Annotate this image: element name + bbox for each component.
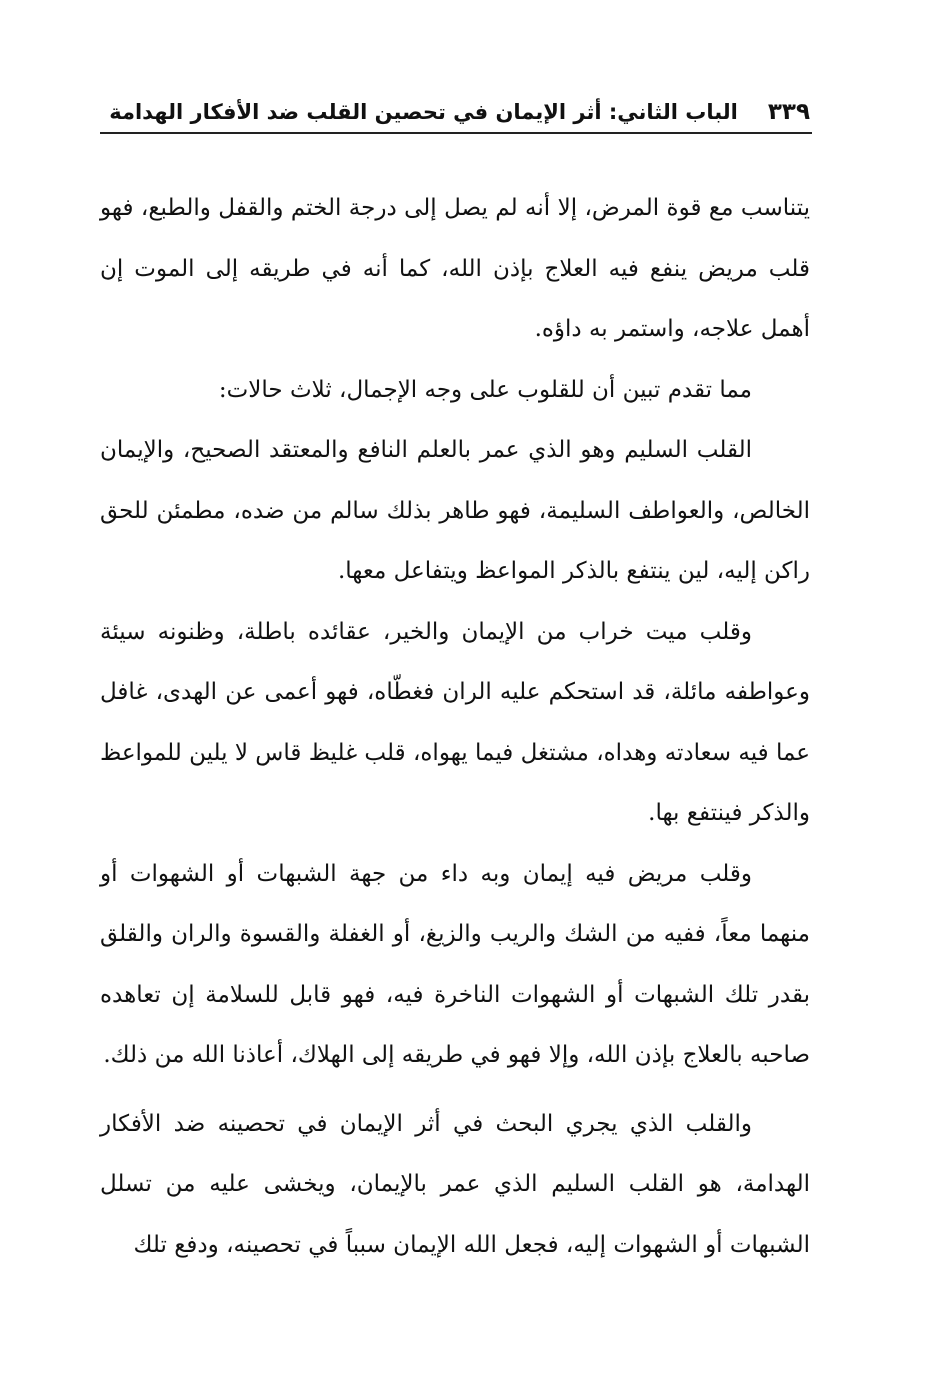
paragraph-summary-intro: مما تقدم تبين أن للقلوب على وجه الإجمال، ثلاث حالات:: [218, 376, 752, 403]
paragraph-research-heart: والقلب الذي يجري البحث في أثر الإيمان في تحصينه ضد الأفكار الهدامة، هو القلب السليم الذي عمر بالإيمان، ويخشى عليه من تسلل الشبهات أو الشهوات إليه، فجعل الله الإيمان سبباً في تحصينه، ودفع تلك: [100, 1110, 810, 1258]
chapter-title: الباب الثاني: أثر الإيمان في تحصين القلب ضد الأفكار الهدامة: [109, 100, 738, 124]
page-number: ٣٣٩: [767, 99, 810, 125]
body-text: [100, 178, 810, 1275]
paragraph-dead-heart: وقلب ميت خراب من الإيمان والخير، عقائده باطلة، وظنونه سيئة وعواطفه مائلة، قد استحكم عليه الران فغطّاه، فهو أعمى عن الهدى، غافل عما فيه سعادته وهداه، مشتغل فيما يهواه، قلب غليظ قاس لا يلين للمواعظ والذكر فينتفع بها.: [100, 618, 810, 826]
paragraph-healthy-heart: القلب السليم وهو الذي عمر بالعلم النافع والمعتقد الصحيح، والإيمان الخالص، والعواطف السليمة، فهو طاهر بذلك سالم من ضده، مطمئن للحق راكن إليه، لين ينتفع بالذكر المواعظ ويتفاعل معها.: [100, 437, 810, 584]
paragraph-sick-heart: وقلب مريض فيه إيمان وبه داء من جهة الشبهات أو الشهوات أو منهما معاً، ففيه من الشك والريب والزيغ، أو الغفلة والقسوة والران والقلق بقدر تلك الشبهات أو الشهوات الناخرة فيه، فهو قابل للسلامة إن تعاهده صاحبه بالعلاج بإذن الله، وإلا فهو في طريقه إلى الهلاك، أعاذنا الله من ذلك.: [100, 860, 810, 1068]
paragraph-continuation: يتناسب مع قوة المرض، إلا أنه لم يصل إلى درجة الختم والقفل والطبع، فهو قلب مريض ينفع فيه العلاج بإذن الله، كما أنه في طريقه إلى الموت إن أهمل علاجه، واستمر به داؤه.: [100, 195, 810, 342]
running-header: [100, 92, 810, 132]
header-divider: [100, 132, 812, 134]
